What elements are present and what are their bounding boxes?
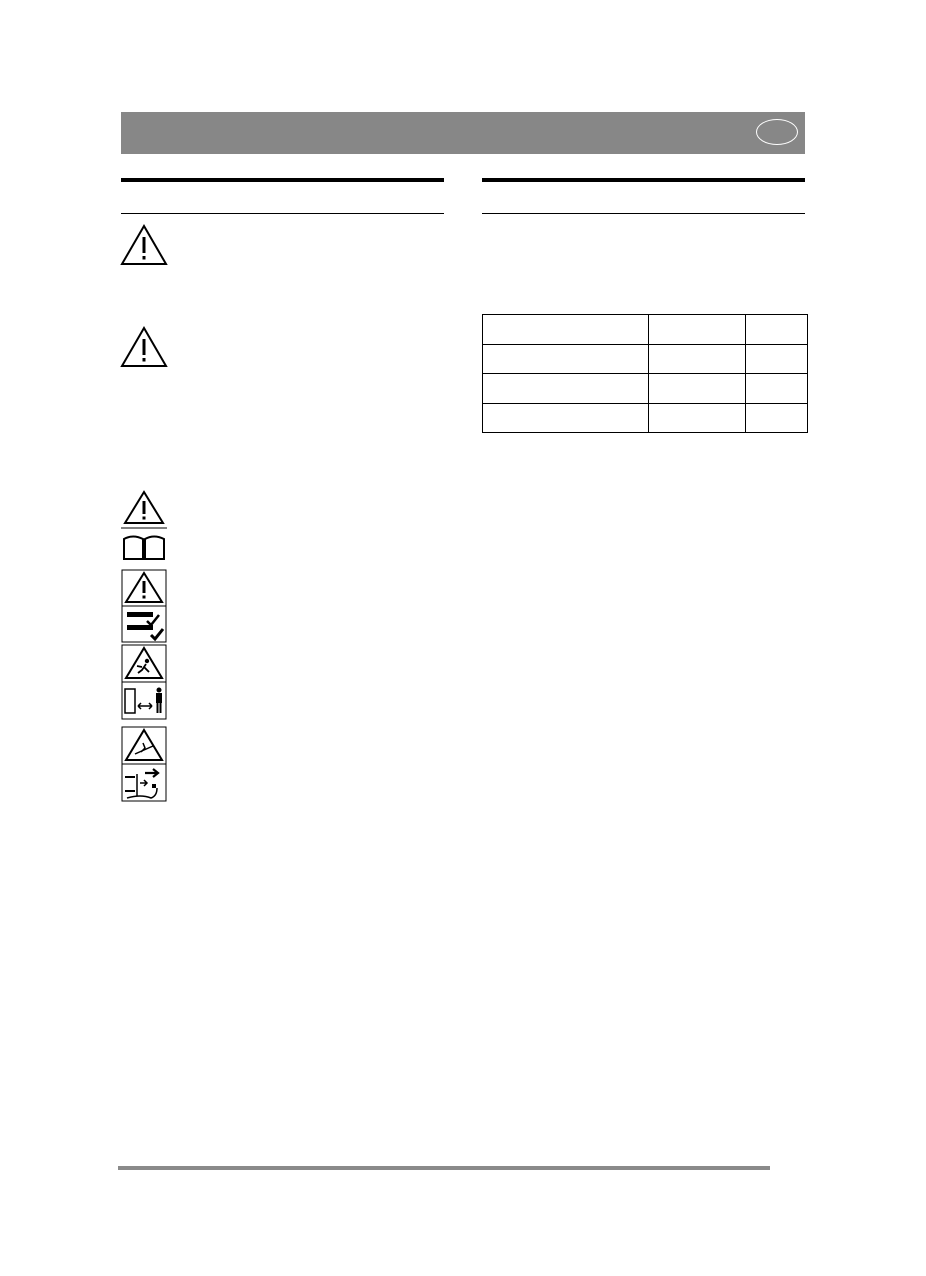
table-cell [483, 374, 649, 404]
table-cell [483, 315, 649, 345]
disconnect-before-work-icon [125, 769, 158, 798]
table-cell [746, 374, 808, 404]
warning-triangle-icon [126, 573, 162, 602]
table-row [483, 374, 808, 404]
symbol-group-inspection [121, 569, 167, 643]
symbol-group-disconnect [121, 726, 167, 802]
left-section-rule-thick [121, 178, 444, 182]
page-footer-line [118, 1166, 770, 1170]
table-row [483, 403, 808, 433]
right-section-rule-thin [482, 213, 805, 214]
table-cell [649, 403, 746, 433]
table-cell [483, 403, 649, 433]
symbol-group-keep-distance [121, 644, 167, 720]
table-cell [746, 315, 808, 345]
keep-distance-person-icon [125, 688, 162, 714]
specs-table [482, 314, 808, 433]
page-header-bar [121, 112, 805, 154]
warning-triangle-icon [120, 224, 168, 266]
language-badge [756, 119, 798, 145]
left-section-rule-thin [121, 213, 444, 214]
table-cell [649, 374, 746, 404]
table-cell [649, 344, 746, 374]
warning-triangle-icon [120, 326, 168, 368]
tool-inspection-icon [127, 612, 163, 639]
symbol-group-read-manual [121, 489, 167, 563]
read-manual-book-icon [124, 537, 164, 560]
table-cell [746, 344, 808, 374]
table-cell [483, 344, 649, 374]
hand-injury-warning-icon [126, 730, 162, 760]
thrown-objects-warning-icon [126, 648, 162, 678]
table-cell [649, 315, 746, 345]
right-section-rule-thick [482, 178, 805, 182]
table-row [483, 315, 808, 345]
table-row [483, 344, 808, 374]
table-cell [746, 403, 808, 433]
warning-triangle-icon [125, 492, 163, 523]
